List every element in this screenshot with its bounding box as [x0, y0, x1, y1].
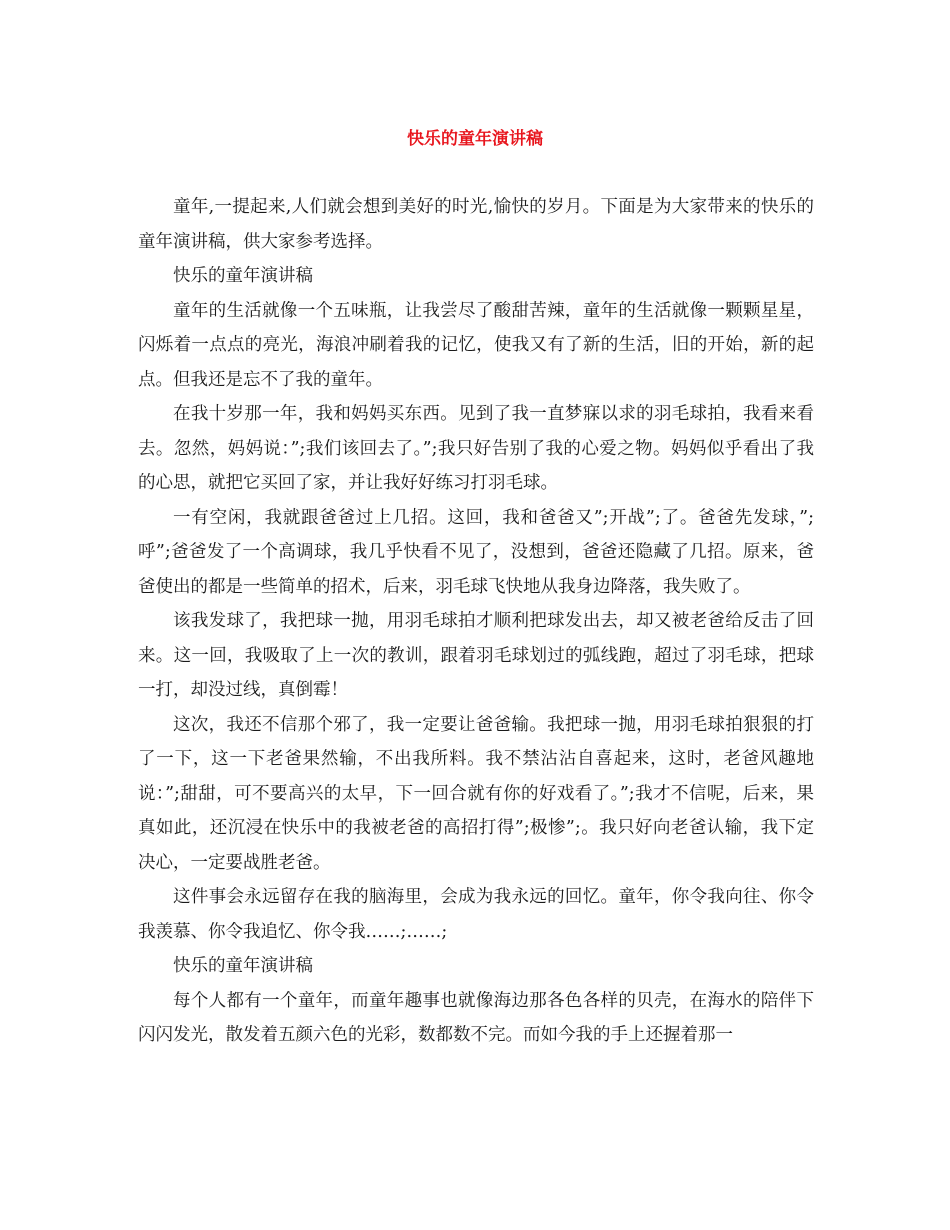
paragraph: 一有空闲，我就跟爸爸过上几招。这回，我和爸爸又”;开战”;了。爸爸先发球，”;呼”;爸爸发了一个高调球，我几乎快看不见了，没想到，爸爸还隐藏了几招。原来，爸爸使出的都是一些简单的招术，后来，羽毛球飞快地从我身边降落，我失败了。 [138, 507, 814, 597]
paragraph-intro: 童年,一提起来,人们就会想到美好的时光,愉快的岁月。下面是为大家带来的快乐的童年演讲稿，供大家参考选择。 [138, 197, 814, 252]
paragraph: 每个人都有一个童年，而童年趣事也就像海边那各色各样的贝壳，在海水的陪伴下闪闪发光，散发着五颜六色的光彩，数都数不完。而如今我的手上还握着那一 [138, 990, 814, 1045]
paragraph: 童年的生活就像一个五味瓶，让我尝尽了酸甜苦辣，童年的生活就像一颗颗星星，闪烁着一点点的亮光，海浪冲刷着我的记忆，使我又有了新的生活，旧的开始，新的起点。但我还是忘不了我的童年。 [138, 300, 814, 390]
paragraph: 该我发球了，我把球一抛，用羽毛球拍才顺利把球发出去，却又被老爸给反击了回来。这一回，我吸取了上一次的教训，跟着羽毛球划过的弧线跑，超过了羽毛球，把球一打，却没过线，真倒霉！ [138, 611, 814, 700]
paragraph: 在我十岁那一年，我和妈妈买东西。见到了我一直梦寐以求的羽毛球拍，我看来看去。忽然，妈妈说：”;我们该回去了。”;我只好告别了我的心爱之物。妈妈似乎看出了我的心思，就把它买回了家，并让我好好练习打羽毛球。 [138, 404, 814, 493]
paragraph: 这次，我还不信那个邪了，我一定要让爸爸输。我把球一抛，用羽毛球拍狠狠的打了一下，这一下老爸果然输，不出我所料。我不禁沾沾自喜起来，这时，老爸风趣地说：”;甜甜，可不要高兴的太早，下一回合就有你的好戏看了。”;我才不信呢，后来，果真如此，还沉浸在快乐中的我被老爸的高招打得”;极惨”;。我只好向老爸认输，我下定决心，一定要战胜老爸。 [138, 714, 814, 873]
paragraph: 这件事会永远留存在我的脑海里，会成为我永远的回忆。童年，你令我向往、你令我羡慕、你令我追忆、你令我……;……; [138, 887, 814, 942]
document-body [138, 190, 814, 1053]
document-title: 快乐的童年演讲稿 [407, 129, 543, 149]
section-heading: 快乐的童年演讲稿 [173, 266, 313, 286]
section-heading: 快乐的童年演讲稿 [173, 956, 313, 976]
